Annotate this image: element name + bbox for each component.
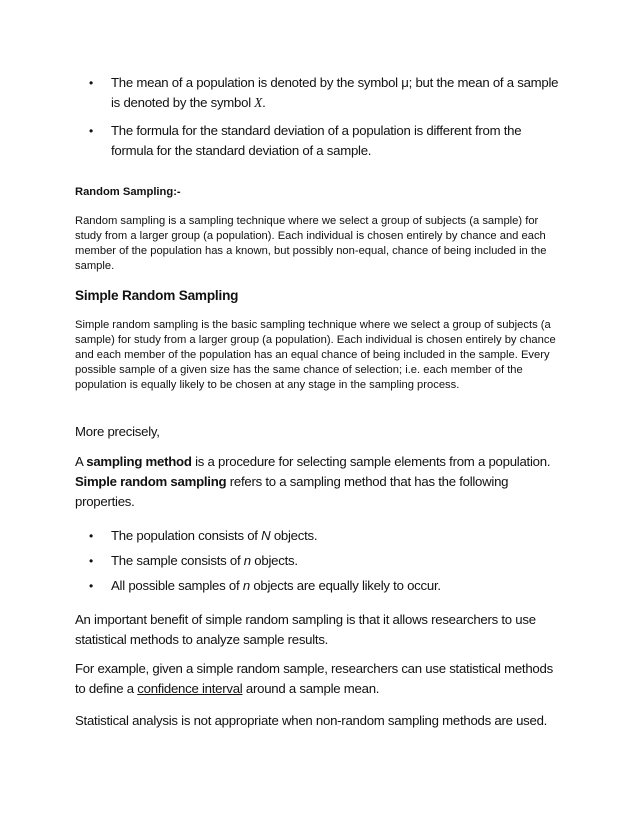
property-item	[75, 551, 565, 571]
property-item	[75, 526, 565, 546]
bullet-icon: •	[89, 579, 93, 593]
bullet-icon: •	[89, 554, 93, 568]
definition-bold-sampling-method: sampling method	[86, 454, 192, 469]
definition-text-2: is a procedure for selecting sample elements from a population.	[191, 454, 551, 469]
benefit-paragraph: An important benefit of simple random sampling is that it allows researchers to use statistical methods to analyze sample results.	[75, 612, 536, 647]
property-item	[75, 576, 565, 596]
example-text-end: around a sample mean.	[242, 681, 380, 696]
closing-paragraph: Statistical analysis is not appropriate when non-random sampling methods are used.	[75, 713, 548, 728]
intro-bullet-stddev	[75, 121, 565, 161]
example-paragraph	[75, 659, 565, 699]
bullet-icon: •	[89, 124, 93, 138]
example-text: For example, given a simple random sample, researchers can use statistical methods to define a	[75, 661, 553, 696]
definition-text-3: refers to a sampling method that has the following properties.	[75, 474, 509, 509]
property-text-end: objects.	[250, 553, 298, 568]
more-precisely-text: More precisely,	[75, 424, 160, 439]
intro-bullet-mean-text: The mean of a population is denoted by the symbol μ; but the mean of a sample is denoted by the symbol	[111, 75, 559, 110]
property-text: The sample consists of	[111, 553, 244, 568]
bullet-icon: •	[89, 529, 93, 543]
definition-bold-simple-random: Simple random sampling	[75, 474, 227, 489]
definition-paragraph	[75, 452, 565, 512]
intro-bullet-mean-end: .	[262, 95, 266, 110]
simple-random-body: Simple random sampling is the basic sampling technique where we select a group of subjects (a sample) for study from a larger group (a population). Each individual is chosen entirely by chance and each member of the population has an equal chance of being included in the sample. Every possible sample of a given size has the same chance of selection; i.e. each member of the population is equally likely to be chosen at any stage in the sampling process.	[75, 319, 556, 391]
random-sampling-body: Random sampling is a sampling technique where we select a group of subjects (a sample) for study from a larger group (a population). Each individual is chosen entirely by chance and each member of the population has a known, but possibly non-equal, chance of being included in the sample.	[75, 215, 547, 272]
bullet-icon: •	[89, 76, 93, 90]
confidence-interval-link[interactable]: confidence interval	[137, 681, 243, 696]
simple-random-heading: Simple Random Sampling	[75, 288, 239, 303]
random-sampling-heading: Random Sampling:-	[75, 186, 181, 198]
property-variable: N	[261, 528, 271, 543]
properties-bullet-list	[75, 526, 565, 596]
property-text-end: objects.	[270, 528, 318, 543]
property-variable: n	[242, 578, 250, 593]
intro-bullet-mean	[75, 73, 565, 113]
intro-bullet-list	[75, 73, 565, 161]
property-text: All possible samples of	[111, 578, 243, 593]
property-text-end: objects are equally likely to occur.	[249, 578, 441, 593]
property-variable: n	[243, 553, 251, 568]
property-text: The population consists of	[111, 528, 262, 543]
definition-text-1: A	[75, 454, 87, 469]
intro-bullet-stddev-text: The formula for the standard deviation of a population is different from the formula for the standard deviation of a sample.	[111, 123, 522, 158]
sample-mean-symbol: X	[254, 95, 263, 110]
